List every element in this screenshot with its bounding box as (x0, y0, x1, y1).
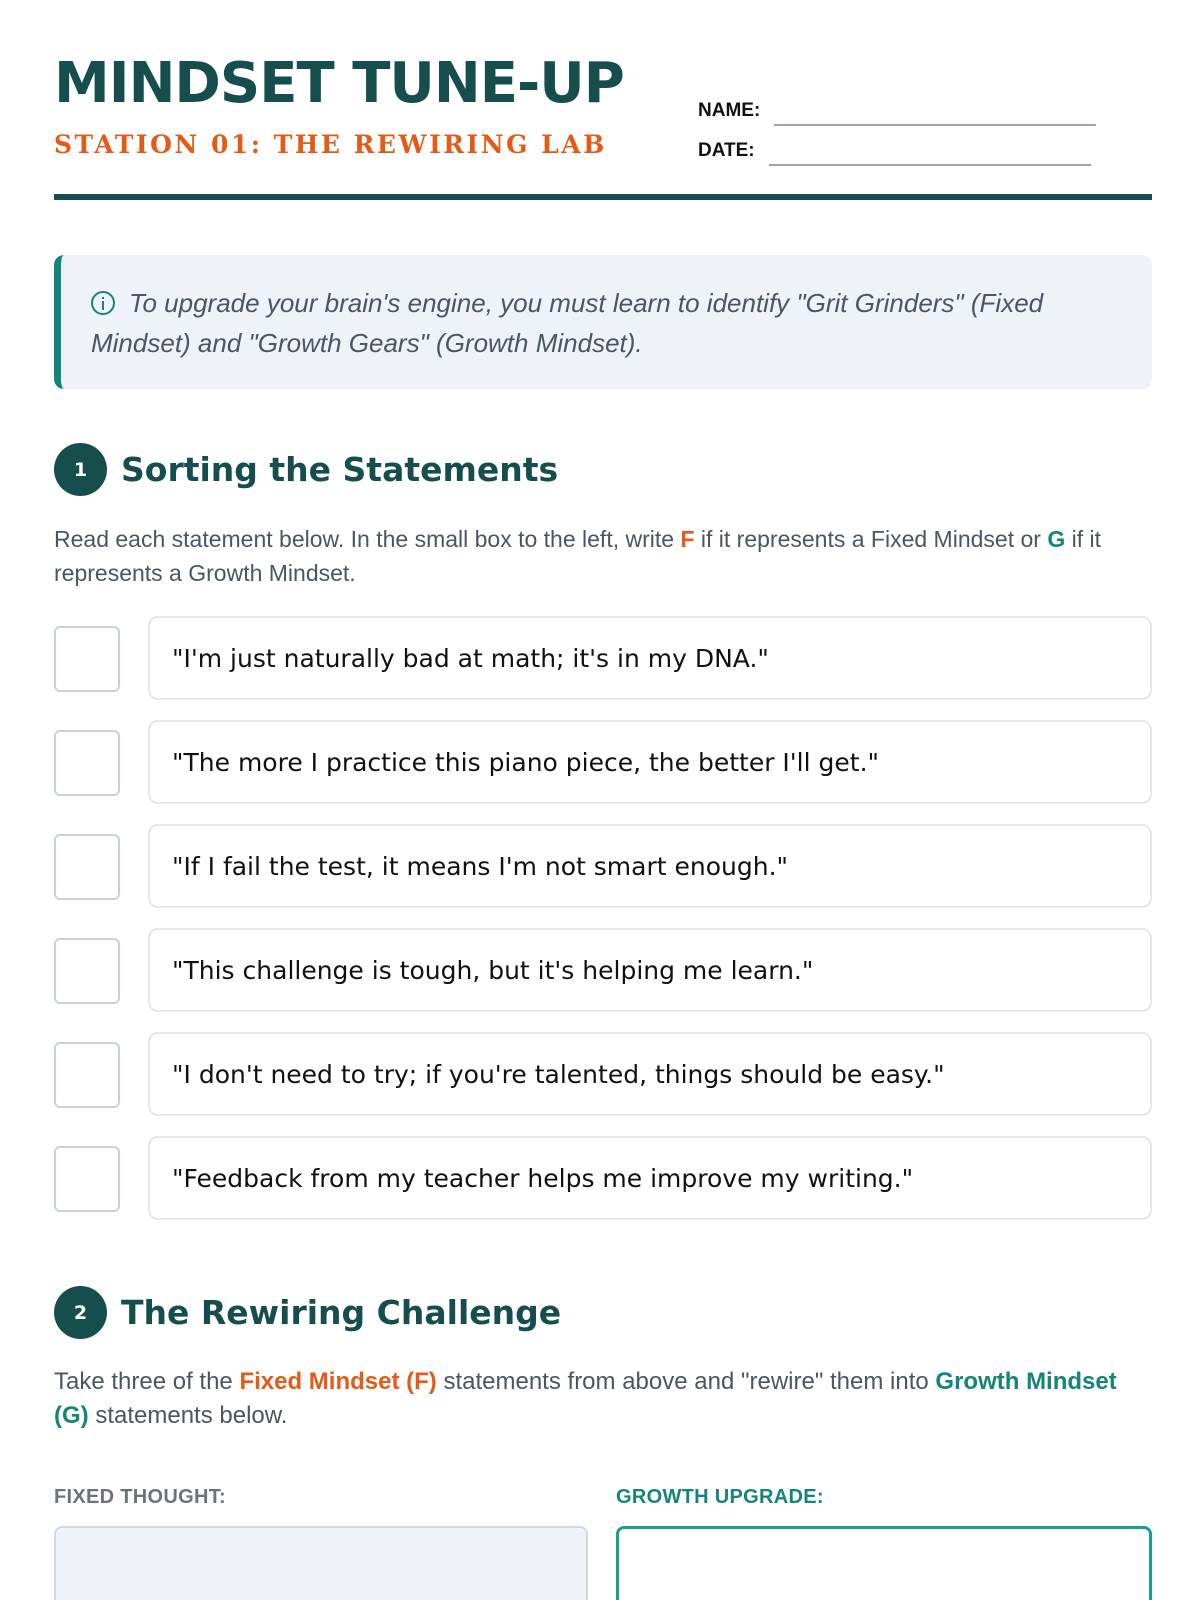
fixed-term: Fixed Mindset (F) (239, 1368, 437, 1395)
statement-card: "Feedback from my teacher helps me improve my writing." (148, 1136, 1152, 1220)
statement-card: "If I fail the test, it means I'm not smart enough." (148, 824, 1152, 908)
worksheet-title: MINDSET TUNE-UP (54, 51, 624, 116)
answer-checkbox[interactable] (54, 834, 120, 900)
section-1-heading (54, 443, 558, 496)
section-1-instructions (54, 522, 1152, 590)
section-2-heading (54, 1286, 561, 1339)
header-divider (54, 194, 1152, 200)
section-2-instructions (54, 1365, 1152, 1433)
date-label: DATE: (698, 140, 755, 161)
name-field[interactable] (698, 100, 1096, 122)
growth-upgrade-label: GROWTH UPGRADE: (616, 1486, 824, 1508)
instr1-part1: Read each statement below. In the small box to the left, write (54, 526, 681, 552)
statement-row (54, 1032, 1152, 1136)
instr1-part2: if it represents a Fixed Mindset or (694, 526, 1048, 552)
fixed-thought-input[interactable] (54, 1526, 588, 1600)
worksheet-subtitle: STATION 01: THE REWIRING LAB (54, 130, 607, 159)
statement-row (54, 1136, 1152, 1240)
growth-letter: G (1047, 526, 1066, 552)
answer-checkbox[interactable] (54, 1042, 120, 1108)
statement-card: "I don't need to try; if you're talented, things should be easy." (148, 1032, 1152, 1116)
answer-checkbox[interactable] (54, 626, 120, 692)
statement-row (54, 720, 1152, 824)
answer-checkbox[interactable] (54, 938, 120, 1004)
statement-card: "This challenge is tough, but it's helping me learn." (148, 928, 1152, 1012)
section-2-title: The Rewiring Challenge (121, 1293, 562, 1332)
answer-checkbox[interactable] (54, 1146, 120, 1212)
growth-upgrade-input[interactable] (616, 1526, 1152, 1600)
instr2-part3: statements below. (88, 1402, 288, 1429)
section-1-number-badge: 1 (54, 443, 107, 496)
info-text: To upgrade your brain's engine, you must learn to identify "Grit Grinders" (Fixed Mindset) and "Growth Gears" (Growth Mindset). (91, 288, 1044, 358)
statement-card: "I'm just naturally bad at math; it's in my DNA." (148, 616, 1152, 700)
statement-list (54, 616, 1152, 1240)
fixed-thought-label: FIXED THOUGHT: (54, 1486, 226, 1508)
statement-row (54, 616, 1152, 720)
worksheet-header (54, 52, 1152, 202)
section-1-title: Sorting the Statements (121, 450, 559, 489)
info-circle-icon (91, 291, 115, 315)
date-line[interactable] (769, 164, 1091, 166)
section-2-number-badge: 2 (54, 1286, 107, 1339)
name-label: NAME: (698, 100, 761, 121)
instr2-part1: Take three of the (54, 1368, 240, 1395)
statement-row (54, 928, 1152, 1032)
fixed-letter: F (680, 526, 695, 552)
answer-checkbox[interactable] (54, 730, 120, 796)
growth-term: Growth Mindset (G) (54, 1368, 1117, 1429)
statement-card: "The more I practice this piano piece, the better I'll get." (148, 720, 1152, 804)
name-line[interactable] (774, 124, 1096, 126)
info-text-block (91, 283, 1122, 363)
statement-row (54, 824, 1152, 928)
instr1-part3: if it represents a Growth Mindset. (54, 526, 1101, 586)
info-callout (54, 255, 1152, 389)
instr2-part2: statements from above and "rewire" them into (436, 1368, 936, 1395)
date-field[interactable] (698, 140, 1091, 162)
